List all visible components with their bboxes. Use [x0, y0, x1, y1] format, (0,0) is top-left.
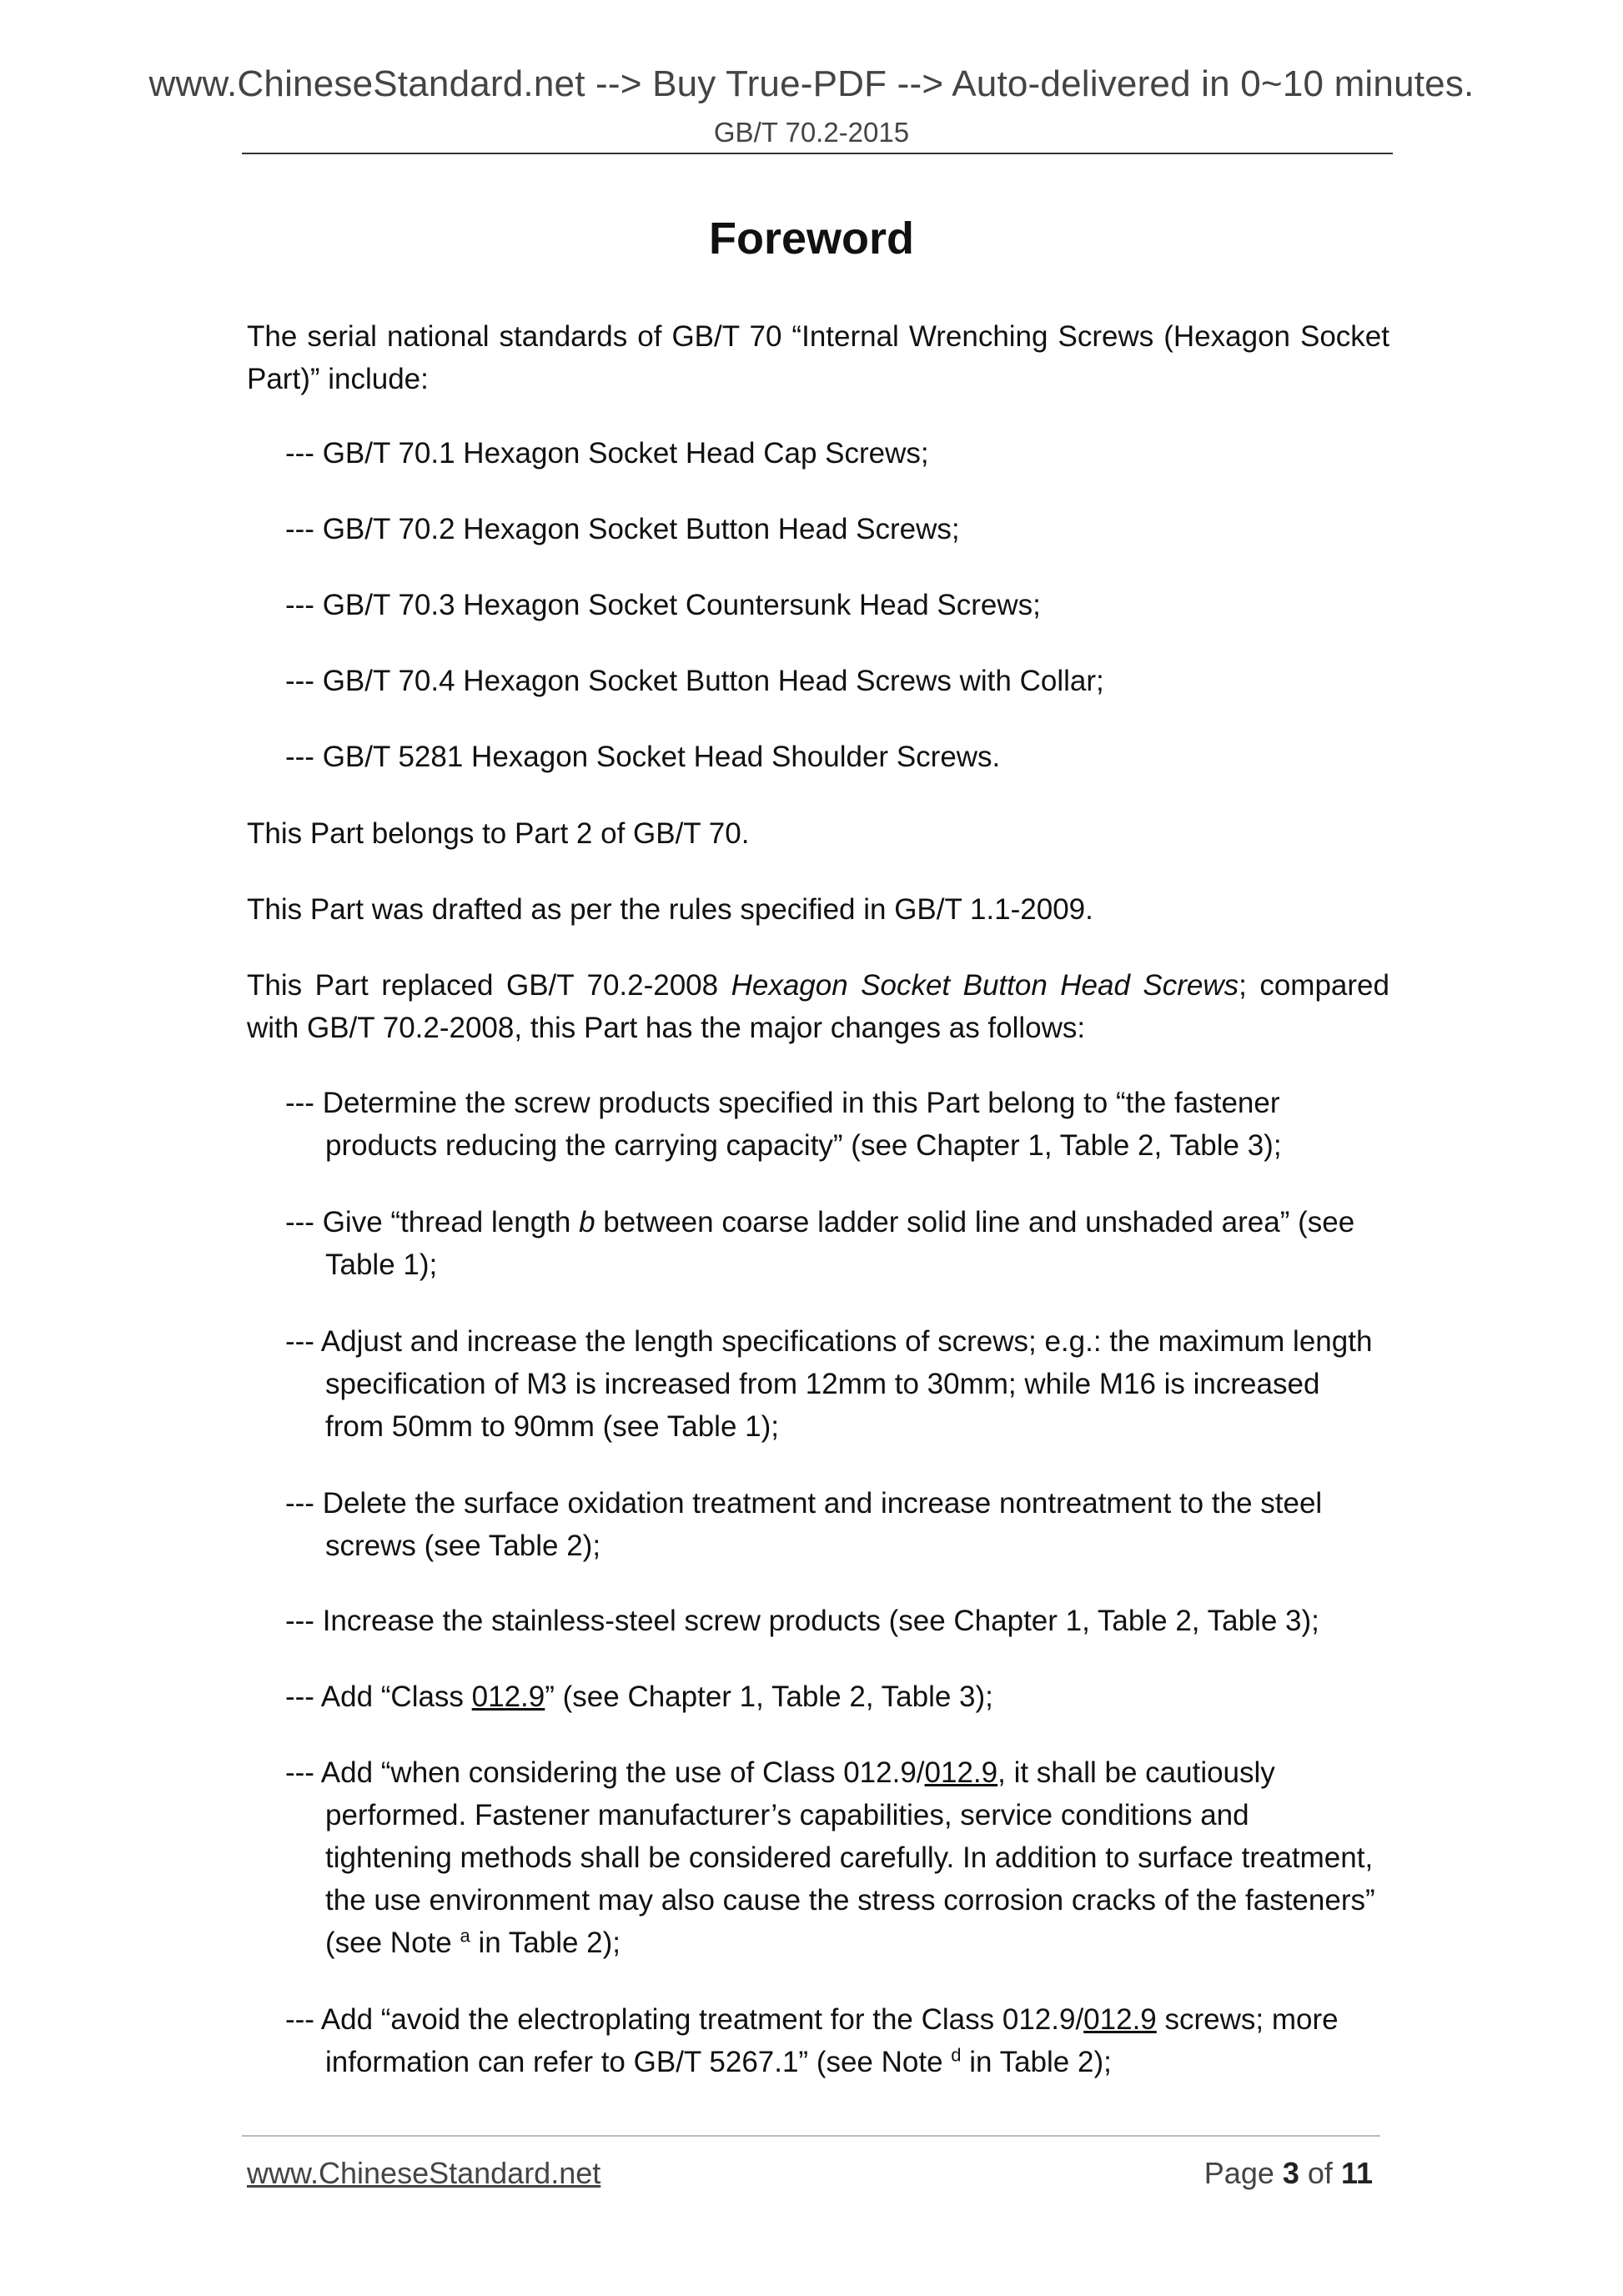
- change-4-line-1: --- Delete the surface oxidation treatment and increase nontreatment to the steel: [285, 1487, 1323, 1520]
- replaced-paragraph: [247, 964, 1389, 1049]
- change-item-5: --- Increase the stainless-steel screw products (see Chapter 1, Table 2, Table 3);: [285, 1605, 1319, 1637]
- change-4-line-2: screws (see Table 2);: [325, 1530, 601, 1562]
- change-3-line-3: from 50mm to 90mm (see Table 1);: [325, 1410, 779, 1443]
- change-item-1: [285, 1082, 1389, 1167]
- change-2-symbol: b: [579, 1206, 595, 1238]
- change-8-note-pre: information can refer to GB/T 5267.1” (see Note: [325, 2046, 952, 2078]
- series-item-5: --- GB/T 5281 Hexagon Socket Head Shoulder Screws.: [285, 741, 1001, 773]
- intro-paragraph: The serial national standards of GB/T 70 “Internal Wrenching Screws (Hexagon Socket Part)” include:: [247, 320, 1389, 395]
- replaced-pre: This Part replaced GB/T 70.2-2008: [247, 969, 731, 1002]
- replaced-title: Hexagon Socket Button Head Screws: [731, 969, 1239, 1002]
- change-item-4: [285, 1482, 1389, 1567]
- page-indicator: [1204, 2156, 1373, 2191]
- change-item-2: [285, 1201, 1389, 1286]
- page-title: Foreword: [708, 214, 914, 264]
- change-8-line-2: [285, 2041, 1389, 2083]
- header-divider: [242, 153, 1393, 154]
- change-item-3: [285, 1320, 1389, 1448]
- series-item-2: --- GB/T 70.2 Hexagon Socket Button Head Screws;: [285, 513, 960, 545]
- change-8-class: 012.9: [1083, 2003, 1157, 2036]
- standard-id: GB/T 70.2-2015: [713, 117, 910, 148]
- change-7-line-3: tightening methods shall be considered carefully. In addition to surface treatment,: [325, 1841, 1374, 1874]
- change-3-line-1: --- Adjust and increase the length specifications of screws; e.g.: the maximum length: [285, 1325, 1373, 1358]
- replaced-post: ; compared with GB/T 70.2-2008, this Part has the major changes as follows:: [247, 969, 1389, 1044]
- change-6-pre: --- Add “Class: [285, 1681, 472, 1713]
- page-number: 3: [1282, 2156, 1299, 2190]
- change-7-line-2: performed. Fastener manufacturer’s capabilities, service conditions and: [325, 1799, 1249, 1831]
- change-7-post: , it shall be cautiously: [997, 1756, 1275, 1789]
- change-2-line-2: Table 1);: [325, 1248, 438, 1281]
- series-item-4: --- GB/T 70.4 Hexagon Socket Button Head Screws with Collar;: [285, 665, 1104, 697]
- change-item-7: [285, 1751, 1389, 1964]
- series-item-3: --- GB/T 70.3 Hexagon Socket Countersunk Head Screws;: [285, 589, 1041, 621]
- change-1-line-1: --- Determine the screw products specified in this Part belong to “the fastener: [285, 1087, 1280, 1119]
- header-banner: www.ChineseStandard.net --> Buy True-PDF --> Auto-delivered in 0~10 minutes.: [148, 63, 1475, 104]
- change-7-note-pre: (see Note: [325, 1927, 460, 1959]
- change-7-note-mark: a: [460, 1925, 470, 1947]
- change-7-class: 012.9: [924, 1756, 998, 1789]
- change-8-note-post: in Table 2);: [961, 2046, 1112, 2078]
- footer-site-link[interactable]: www.ChineseStandard.net: [247, 2156, 601, 2190]
- change-item-6: [285, 1676, 1389, 1718]
- page-total: 11: [1340, 2156, 1373, 2190]
- of-label: of: [1299, 2156, 1341, 2190]
- change-6-post: ” (see Chapter 1, Table 2, Table 3);: [545, 1681, 993, 1713]
- change-7-note-post: in Table 2);: [470, 1927, 621, 1959]
- change-6-class: 012.9: [471, 1681, 545, 1713]
- change-8-pre: --- Add “avoid the electroplating treatment for the Class 012.9/: [285, 2003, 1084, 2036]
- drafted-paragraph: This Part was drafted as per the rules specified in GB/T 1.1-2009.: [247, 893, 1093, 926]
- series-item-1: --- GB/T 70.1 Hexagon Socket Head Cap Screws;: [285, 437, 929, 470]
- change-2-post: between coarse ladder solid line and unshaded area” (see: [595, 1206, 1355, 1238]
- change-1-line-2: products reducing the carrying capacity” (see Chapter 1, Table 2, Table 3);: [325, 1129, 1282, 1162]
- change-8-note-mark: d: [951, 2044, 962, 2066]
- change-7-line-5: [285, 1922, 1389, 1964]
- footer-divider: [242, 2135, 1380, 2137]
- part-belongs-paragraph: This Part belongs to Part 2 of GB/T 70.: [247, 817, 750, 850]
- change-7-pre: --- Add “when considering the use of Class 012.9/: [285, 1756, 925, 1789]
- change-7-line-4: the use environment may also cause the stress corrosion cracks of the fasteners”: [325, 1884, 1375, 1917]
- change-2-pre: --- Give “thread length: [285, 1206, 580, 1238]
- change-8-post: screws; more: [1156, 2003, 1339, 2036]
- change-3-line-2: specification of M3 is increased from 12mm to 30mm; while M16 is increased: [325, 1368, 1320, 1400]
- change-item-8: [285, 1998, 1389, 2083]
- page-label: Page: [1203, 2156, 1283, 2190]
